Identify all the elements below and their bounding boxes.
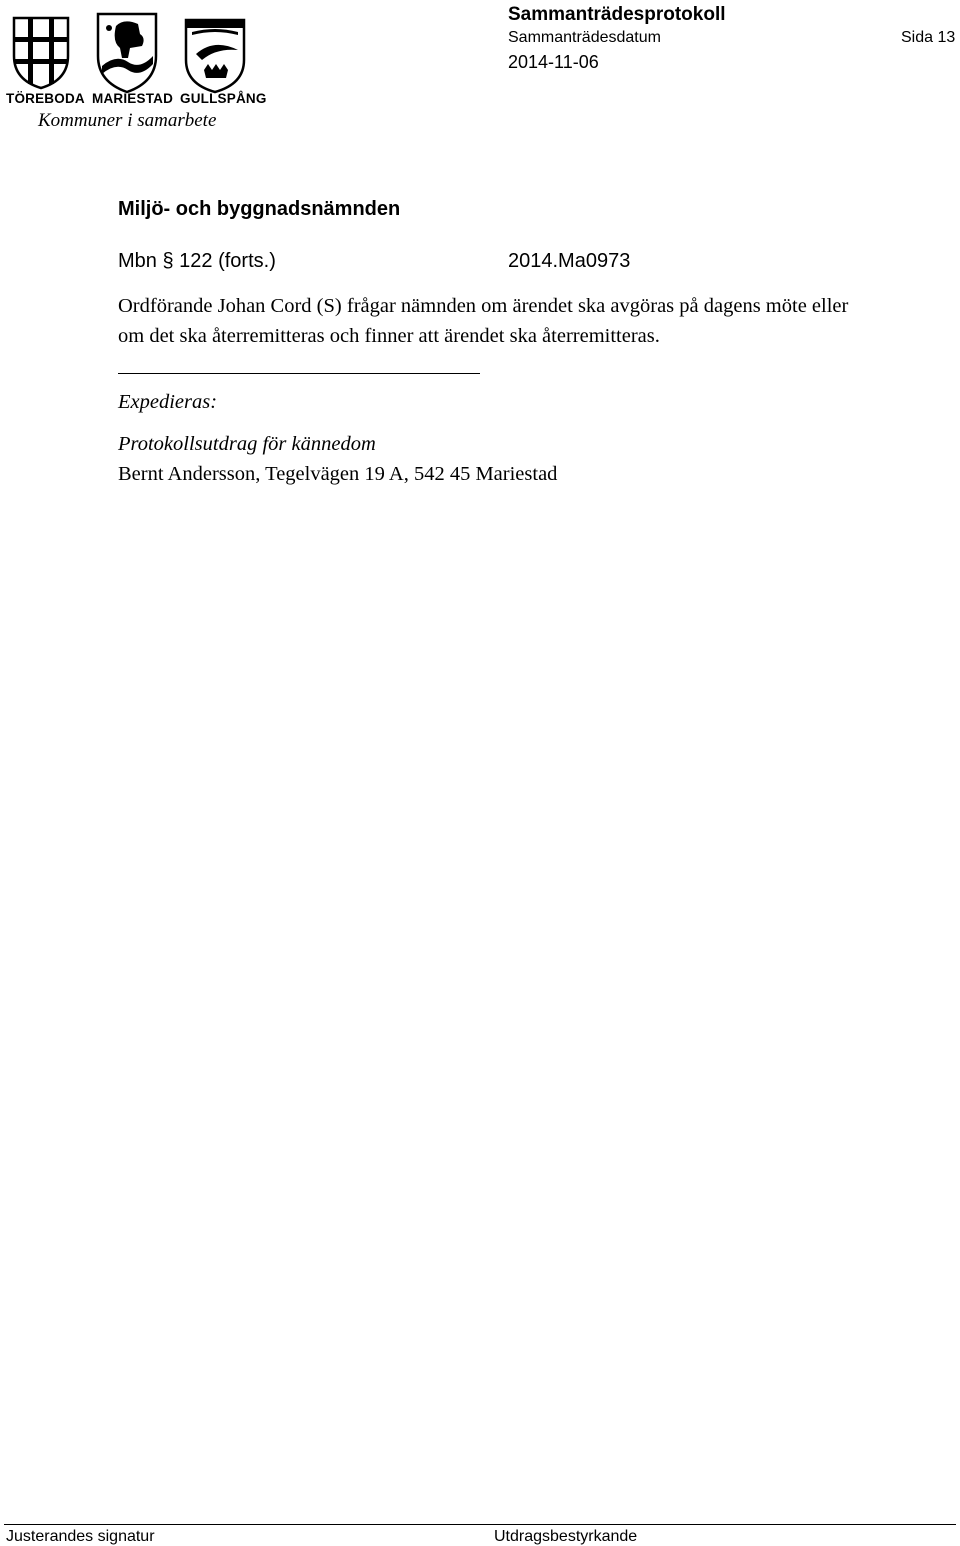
extract-certification-label: Utdragsbestyrkande (494, 1528, 638, 1545)
logo-tagline: Kommuner i samarbete (38, 110, 217, 131)
separator-line (118, 373, 480, 374)
case-number: 2014.Ma0973 (508, 250, 631, 272)
town-name-toreboda: TÖREBODA (6, 91, 85, 106)
paragraph-line-1: Ordförande Johan Cord (S) frågar nämnden om ärendet ska avgöras på dagens möte eller (118, 295, 849, 317)
recipient-address: Bernt Andersson, Tegelvägen 19 A, 542 45 Mariestad (118, 463, 558, 485)
protokollsutdrag-label: Protokollsutdrag för kännedom (118, 433, 376, 455)
footer-line (4, 1524, 956, 1525)
section-rest: 122 (forts.) (179, 250, 276, 272)
section-reference (118, 250, 276, 273)
toreboda-shield-icon (14, 18, 68, 88)
town-name-gullspang: GULLSPÅNG (180, 91, 267, 106)
gullspang-shield-icon (186, 20, 244, 92)
committee-name: Miljö- och byggnadsnämnden (118, 198, 401, 220)
town-name-mariestad: MARIESTAD (92, 91, 174, 106)
section-symbol: § (162, 250, 174, 272)
meeting-date: 2014-11-06 (508, 52, 599, 72)
meeting-date-label: Sammanträdesdatum (508, 29, 661, 46)
paragraph-line-2: om det ska återremitteras och finner att ärendet ska återremitteras. (118, 325, 660, 347)
adjuster-signature-label: Justerandes signatur (6, 1528, 155, 1545)
decision-paragraph (118, 291, 948, 351)
mariestad-shield-icon (98, 14, 156, 92)
page-number: Sida 13 (901, 29, 956, 46)
expedieras-label: Expedieras: (118, 391, 218, 413)
document-title: Sammanträdesprotokoll (508, 4, 726, 25)
section-prefix: Mbn (118, 250, 157, 272)
